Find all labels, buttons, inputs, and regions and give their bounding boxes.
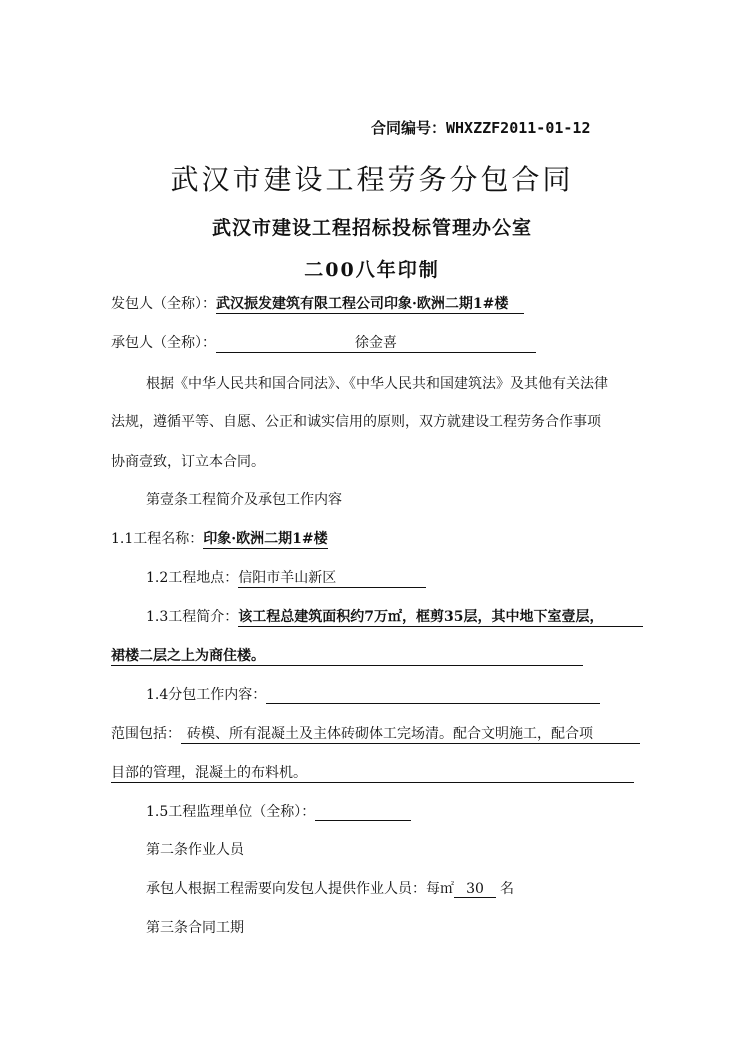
project-location-label: 1.2工程地点： — [146, 570, 239, 586]
work-scope-line — [146, 684, 600, 704]
work-scope-blank — [266, 688, 600, 704]
staff-line — [146, 878, 514, 898]
scope-range-value-2: 目部的管理，混凝土的布料机。 — [111, 762, 634, 783]
scope-range-label: 范围包括： — [111, 726, 181, 742]
article-2-heading: 第二条作业人员 — [146, 842, 244, 858]
preamble-line-2: 法规，遵循平等、自愿、公正和诚实信用的原则，双方就建设工程劳务合作事项 — [111, 414, 601, 430]
print-year: 二00八年印制 — [304, 259, 440, 281]
project-summary-label: 1.3工程简介： — [146, 609, 239, 625]
scope-range-value-1: 砖模、所有混凝土及主体砖砌体工完场清。配合文明施工，配合项 — [181, 723, 640, 744]
project-name-line — [111, 528, 328, 549]
project-summary-value-1: 该工程总建筑面积约7万㎡，框剪35层，其中地下室壹层， — [238, 606, 643, 627]
preamble-line-1: 根据《中华人民共和国合同法》、《中华人民共和国建筑法》及其他有关法律 — [146, 376, 608, 392]
document-title: 武汉市建设工程劳务分包合同 — [170, 163, 574, 196]
contractor-value: 徐金喜 — [216, 332, 536, 353]
project-name-value: 印象·欧洲二期1#楼 — [203, 528, 327, 549]
contractor-label: 承包人（全称）： — [111, 335, 216, 351]
article-3-heading: 第三条合同工期 — [146, 920, 244, 936]
scope-range-line-1 — [111, 723, 640, 744]
project-summary-line-1 — [146, 606, 643, 627]
article-1-heading: 第壹条工程简介及承包工作内容 — [146, 492, 342, 508]
staff-unit: 名 — [500, 881, 514, 897]
preamble-line-3: 协商壹致，订立本合同。 — [111, 454, 265, 470]
employer-value: 武汉振发建筑有限工程公司印象·欧洲二期1#楼 — [216, 293, 524, 314]
project-name-label: 1.1工程名称： — [111, 531, 204, 547]
work-scope-label: 1.4分包工作内容： — [146, 687, 267, 703]
staff-count: 30 — [454, 881, 496, 898]
issuer-name: 武汉市建设工程招标投标管理办公室 — [211, 217, 532, 239]
contractor-line — [111, 332, 536, 353]
project-summary-value-2: 裙楼二层之上为商住楼。 — [111, 645, 583, 666]
employer-label: 发包人（全称）： — [111, 296, 216, 312]
project-location-line — [146, 567, 426, 588]
supervisor-label: 1.5工程监理单位（全称）： — [146, 804, 316, 820]
contract-number: 合同编号：WHXZZF2011-01-12 — [371, 119, 591, 137]
staff-text: 承包人根据工程需要向发包人提供作业人员：每㎡ — [146, 881, 454, 897]
employer-line — [111, 293, 524, 314]
supervisor-line — [146, 801, 411, 821]
supervisor-blank — [315, 805, 411, 821]
project-location-value: 信阳市羊山新区 — [238, 567, 426, 588]
